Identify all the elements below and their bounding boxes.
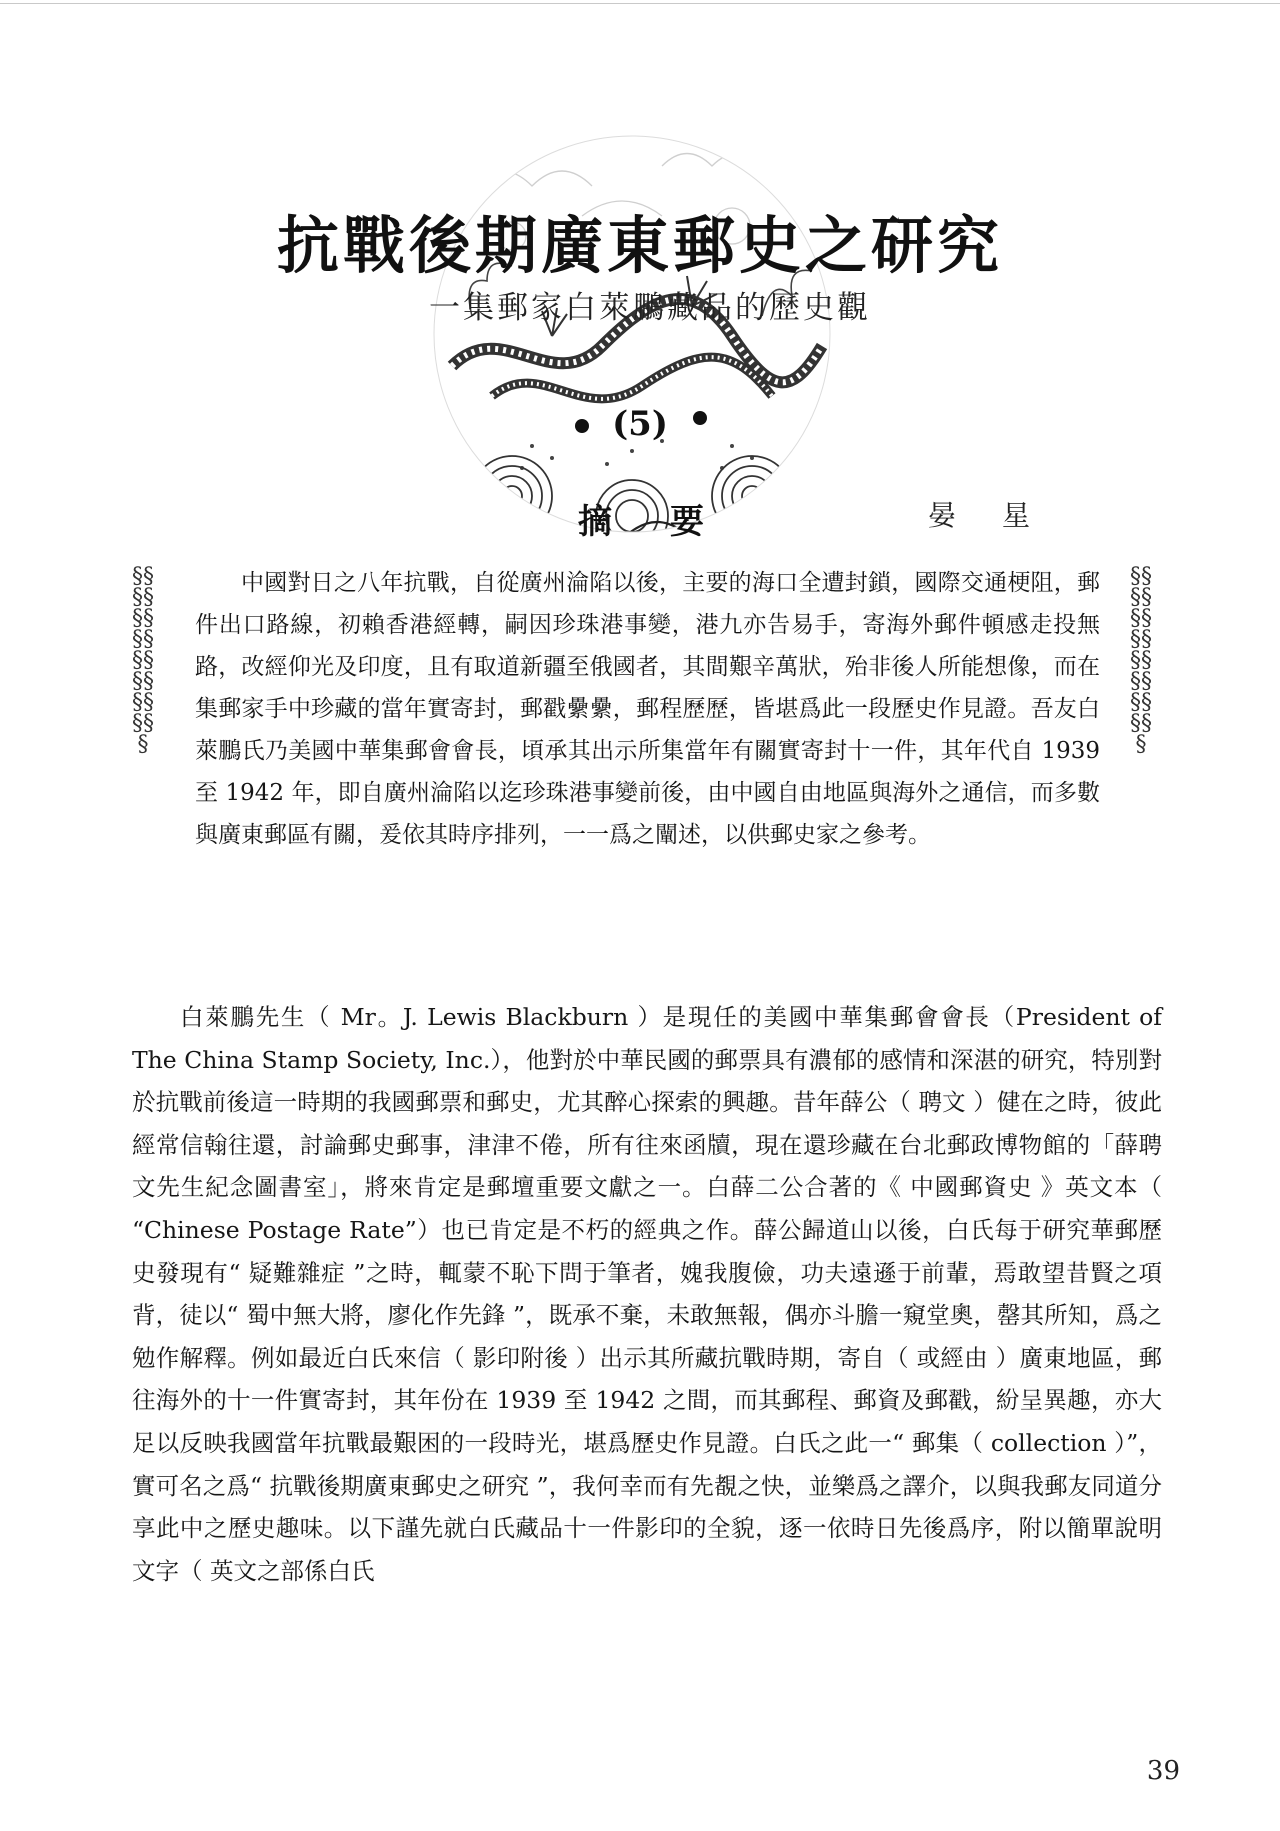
page-number: 39 <box>1146 1756 1180 1786</box>
article-title: 抗戰後期廣東郵史之研究 <box>276 209 1003 282</box>
article-subtitle: 一集郵家白萊鵬藏品的歷史觀 <box>429 290 871 326</box>
abstract-left-border: §§§§§§§§§§§§§§§§§ <box>132 566 154 757</box>
abstract-text: 中國對日之八年抗戰，自從廣州淪陷以後，主要的海口全遭封鎖，國際交通梗阻，郵件出口路線，初賴香港經轉，嗣因珍珠港事變，港九亦告易手，寄海外郵件頓感走投無路，改經仰光及印度，且有取道新疆至俄國者，其間艱辛萬狀，殆非後人所能想像，而在集郵家手中珍藏的當年實寄封，郵戳纍纍，郵程歷歷，皆堪爲此一段歷史作見證。吾友白萊鵬氏乃美國中華集郵會會長，頃承其出示所集當年有關實寄封十一件，其年代自 1939 至 1942 年，即自廣州淪陷以迄珍珠港事變前後，由中國自由地區與海外之通信，而多數與廣東郵區有關，爰依其時序排列，一一爲之闡述，以供郵史家之參考。 <box>195 570 1100 848</box>
scan-edge-line <box>0 3 1280 4</box>
abstract-heading: 摘要 <box>578 502 762 542</box>
author-name: 晏星 <box>928 499 1077 532</box>
abstract-right-border: §§§§§§§§§§§§§§§§§ <box>1130 566 1152 757</box>
part-number: (5) <box>612 404 668 444</box>
body-paragraph: 白萊鵬先生（ Mr。J. Lewis Blackburn ）是現任的美國中華集郵會會長（President of The China Stamp Society, Inc.），他對於中華民國的郵票具有濃郁的感情和深湛的研究，特別對於抗戰前後這一時期的我國郵票和郵史，尤其醉心探索的興趣。昔年薛公（ 聘文 ）健在之時，彼此經常信翰往還，討論郵史郵事，津津不倦，所有往來函牘，現在還珍藏在台北郵政博物館的「薛聘文先生紀念圖書室」，將來肯定是郵壇重要文獻之一。白薛二公合著的《 中國郵資史 》英文本（ “Chinese Postage Rate”）也已肯定是不朽的經典之作。薛公歸道山以後，白氏每于研究華郵歷史發現有“ 疑難雜症 ”之時，輒蒙不恥下問于筆者，媿我腹儉，功夫遠遜于前輩，焉敢望昔賢之項背，徒以“ 蜀中無大將，廖化作先鋒 ”，既承不棄，未敢無報，偶亦斗膽一窺堂奧，罄其所知，爲之勉作解釋。例如最近白氏來信（ 影印附後 ）出示其所藏抗戰時期，寄自（ 或經由 ）廣東地區，郵往海外的十一件實寄封，其年份在 1939 至 1942 之間，而其郵程、郵資及郵戳，紛呈異趣，亦大足以反映我國當年抗戰最艱困的一段時光，堪爲歷史作見證。白氏之此一“ 郵集（ collection ）”，實可名之爲“ 抗戰後期廣東郵史之研究 ”，我何幸而有先覩之快，並樂爲之譯介，以與我郵友同道分享此中之歷史趣味。以下謹先就白氏藏品十一件影印的全貌，逐一依時日先後爲序，附以簡單說明文字（ 英文之部係白氏 <box>132 1003 1162 1585</box>
